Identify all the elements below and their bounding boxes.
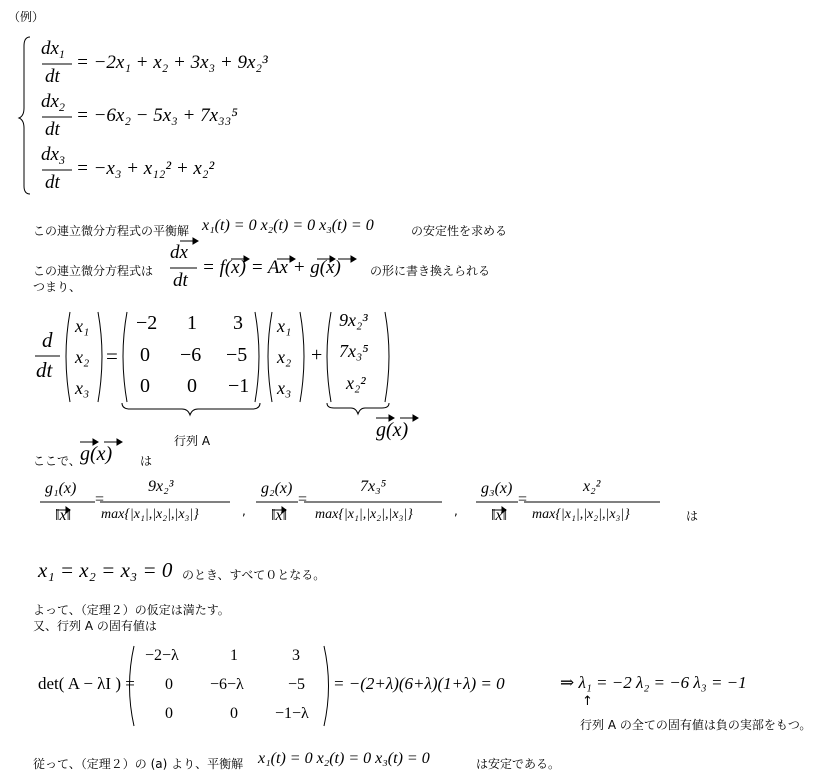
rewrite-numerator: dx — [170, 242, 188, 263]
matrix-lhs-numerator: d — [42, 328, 53, 352]
frac3-den: ‖x‖ — [491, 507, 508, 524]
A-32: 0 — [187, 375, 197, 397]
rewrite-denominator: dt — [173, 270, 188, 291]
A-12: 1 — [187, 312, 197, 334]
eigen-intro-text: 又、行列 A の固有値は — [33, 619, 157, 633]
eq3-denominator: dt — [45, 172, 60, 193]
frac3-rnum: x₂² — [583, 478, 601, 495]
g-1: 9x₂³ — [339, 310, 368, 330]
frac1-rnum: 9x₂³ — [148, 478, 174, 495]
vec-x3: x₃ — [75, 378, 90, 398]
frac2-den: ‖x‖ — [271, 507, 288, 524]
A-33: −1 — [228, 375, 250, 397]
matrix-lhs-denominator: dt — [36, 358, 53, 382]
M-32: 0 — [230, 705, 238, 722]
frac3-eq: = — [518, 491, 528, 508]
M-33: −1−λ — [275, 705, 309, 722]
eq1-numerator: $dx_1$ — [41, 38, 65, 62]
frac1-num: g₁(x) — [45, 480, 77, 497]
conclusion-solution: x₁(t) = 0 x₂(t) = 0 x₃(t) = 0 — [258, 750, 430, 767]
rewrite-text: この連立微分方程式は — [33, 264, 154, 278]
fractions-suffix: は — [686, 509, 699, 523]
vec-x2: x₂ — [75, 347, 90, 367]
plus-sign: + — [311, 344, 323, 366]
g-3: x₂² — [346, 373, 366, 393]
comma-2: , — [454, 504, 458, 518]
frac1-eq: = — [95, 491, 105, 508]
frac2-rden: max{|x₁|,|x₂|,|x₃|} — [315, 507, 413, 522]
eq2-numerator: $dx_2$ — [41, 91, 65, 115]
example-label: （例） — [8, 10, 45, 24]
A-13: 3 — [233, 312, 243, 334]
M-22: −6−λ — [210, 676, 244, 693]
A-31: 0 — [140, 375, 150, 397]
label-matrix-A: 行列 A — [174, 434, 211, 448]
comma-1: , — [242, 504, 246, 518]
zero-equation: x₁ = x₂ = x₃ = 0 — [38, 558, 173, 582]
vec2-x3: x₃ — [277, 378, 292, 398]
equals-sign: = — [106, 344, 118, 368]
vec2-x1: x₁ — [277, 316, 292, 336]
tsumari-text: つまり、 — [33, 280, 82, 294]
frac2-num: g₂(x) — [261, 480, 293, 497]
eq1-denominator: dt — [45, 66, 60, 87]
eq1-rhs: = −2x₁ + x₂ + 3x₃ + 9x₂³ — [76, 52, 268, 73]
eigen-note: 行列 A の全ての固有値は負の実部をもつ。 — [580, 718, 812, 732]
frac2-rnum: 7x₃⁵ — [360, 478, 387, 495]
M-31: 0 — [165, 705, 173, 722]
frac1-rden: max{|x₁|,|x₂|,|x₃|} — [101, 507, 199, 522]
vec2-x2: x₂ — [277, 347, 292, 367]
here-suffix: は — [140, 454, 153, 468]
label-g-of-x: g(x) — [376, 419, 409, 441]
det-lhs: det( A − λI ) = — [38, 674, 135, 693]
A-11: −2 — [136, 312, 158, 334]
underbrace-g — [327, 403, 389, 414]
M-13: 3 — [292, 647, 300, 664]
eq3-rhs: = −x₃ + x₁₂² + x₂² — [76, 158, 215, 179]
system-brace — [19, 37, 30, 194]
frac1-den: ‖x‖ — [55, 507, 72, 524]
here-g: g(x) — [80, 443, 113, 465]
hypothesis-text: よって、（定理２）の仮定は満たす。 — [33, 603, 230, 617]
frac3-rden: max{|x₁|,|x₂|,|x₃|} — [532, 507, 630, 522]
eq2-denominator: dt — [45, 119, 60, 140]
eq3-numerator: $dx_3$ — [41, 144, 65, 168]
M-11: −2−λ — [145, 647, 179, 664]
equilibrium-solution: x₁(t) = 0 x₂(t) = 0 x₃(t) = 0 — [202, 217, 374, 234]
conclusion-suffix: は安定である。 — [476, 757, 561, 771]
M-21: 0 — [165, 676, 173, 693]
eq2-rhs: = −6x₂ − 5x₃ + 7x₃₃⁵ — [76, 105, 238, 126]
rewrite-rhs: = f(x) = Ax + g(x) — [202, 257, 341, 278]
g-2: 7x₃⁵ — [339, 341, 369, 361]
det-rhs: = −(2+λ)(6+λ)(1+λ) = 0 — [333, 674, 505, 693]
zero-suffix: のとき、すべて０となる。 — [182, 568, 326, 582]
A-21: 0 — [140, 344, 150, 366]
A-23: −5 — [226, 344, 248, 366]
A-22: −6 — [180, 344, 202, 366]
underbrace-A — [122, 403, 260, 415]
stability-text: この連立微分方程式の平衡解 — [33, 224, 190, 238]
frac2-eq: = — [298, 491, 308, 508]
vec-x1: x₁ — [75, 316, 90, 336]
up-arrow: ↑ — [582, 694, 593, 709]
M-12: 1 — [230, 647, 238, 664]
eigenvalues: ⇒ λ₁ = −2 λ₂ = −6 λ₃ = −1 — [560, 673, 747, 692]
stability-suffix: の安定性を求める — [411, 224, 508, 238]
M-23: −5 — [288, 676, 306, 693]
here-prefix: ここで、 — [33, 454, 81, 468]
conclusion-prefix: 従って、（定理２）の (a) より、平衡解 — [33, 757, 244, 771]
frac3-num: g₃(x) — [481, 480, 513, 497]
rewrite-suffix: の形に書き換えられる — [370, 264, 491, 278]
